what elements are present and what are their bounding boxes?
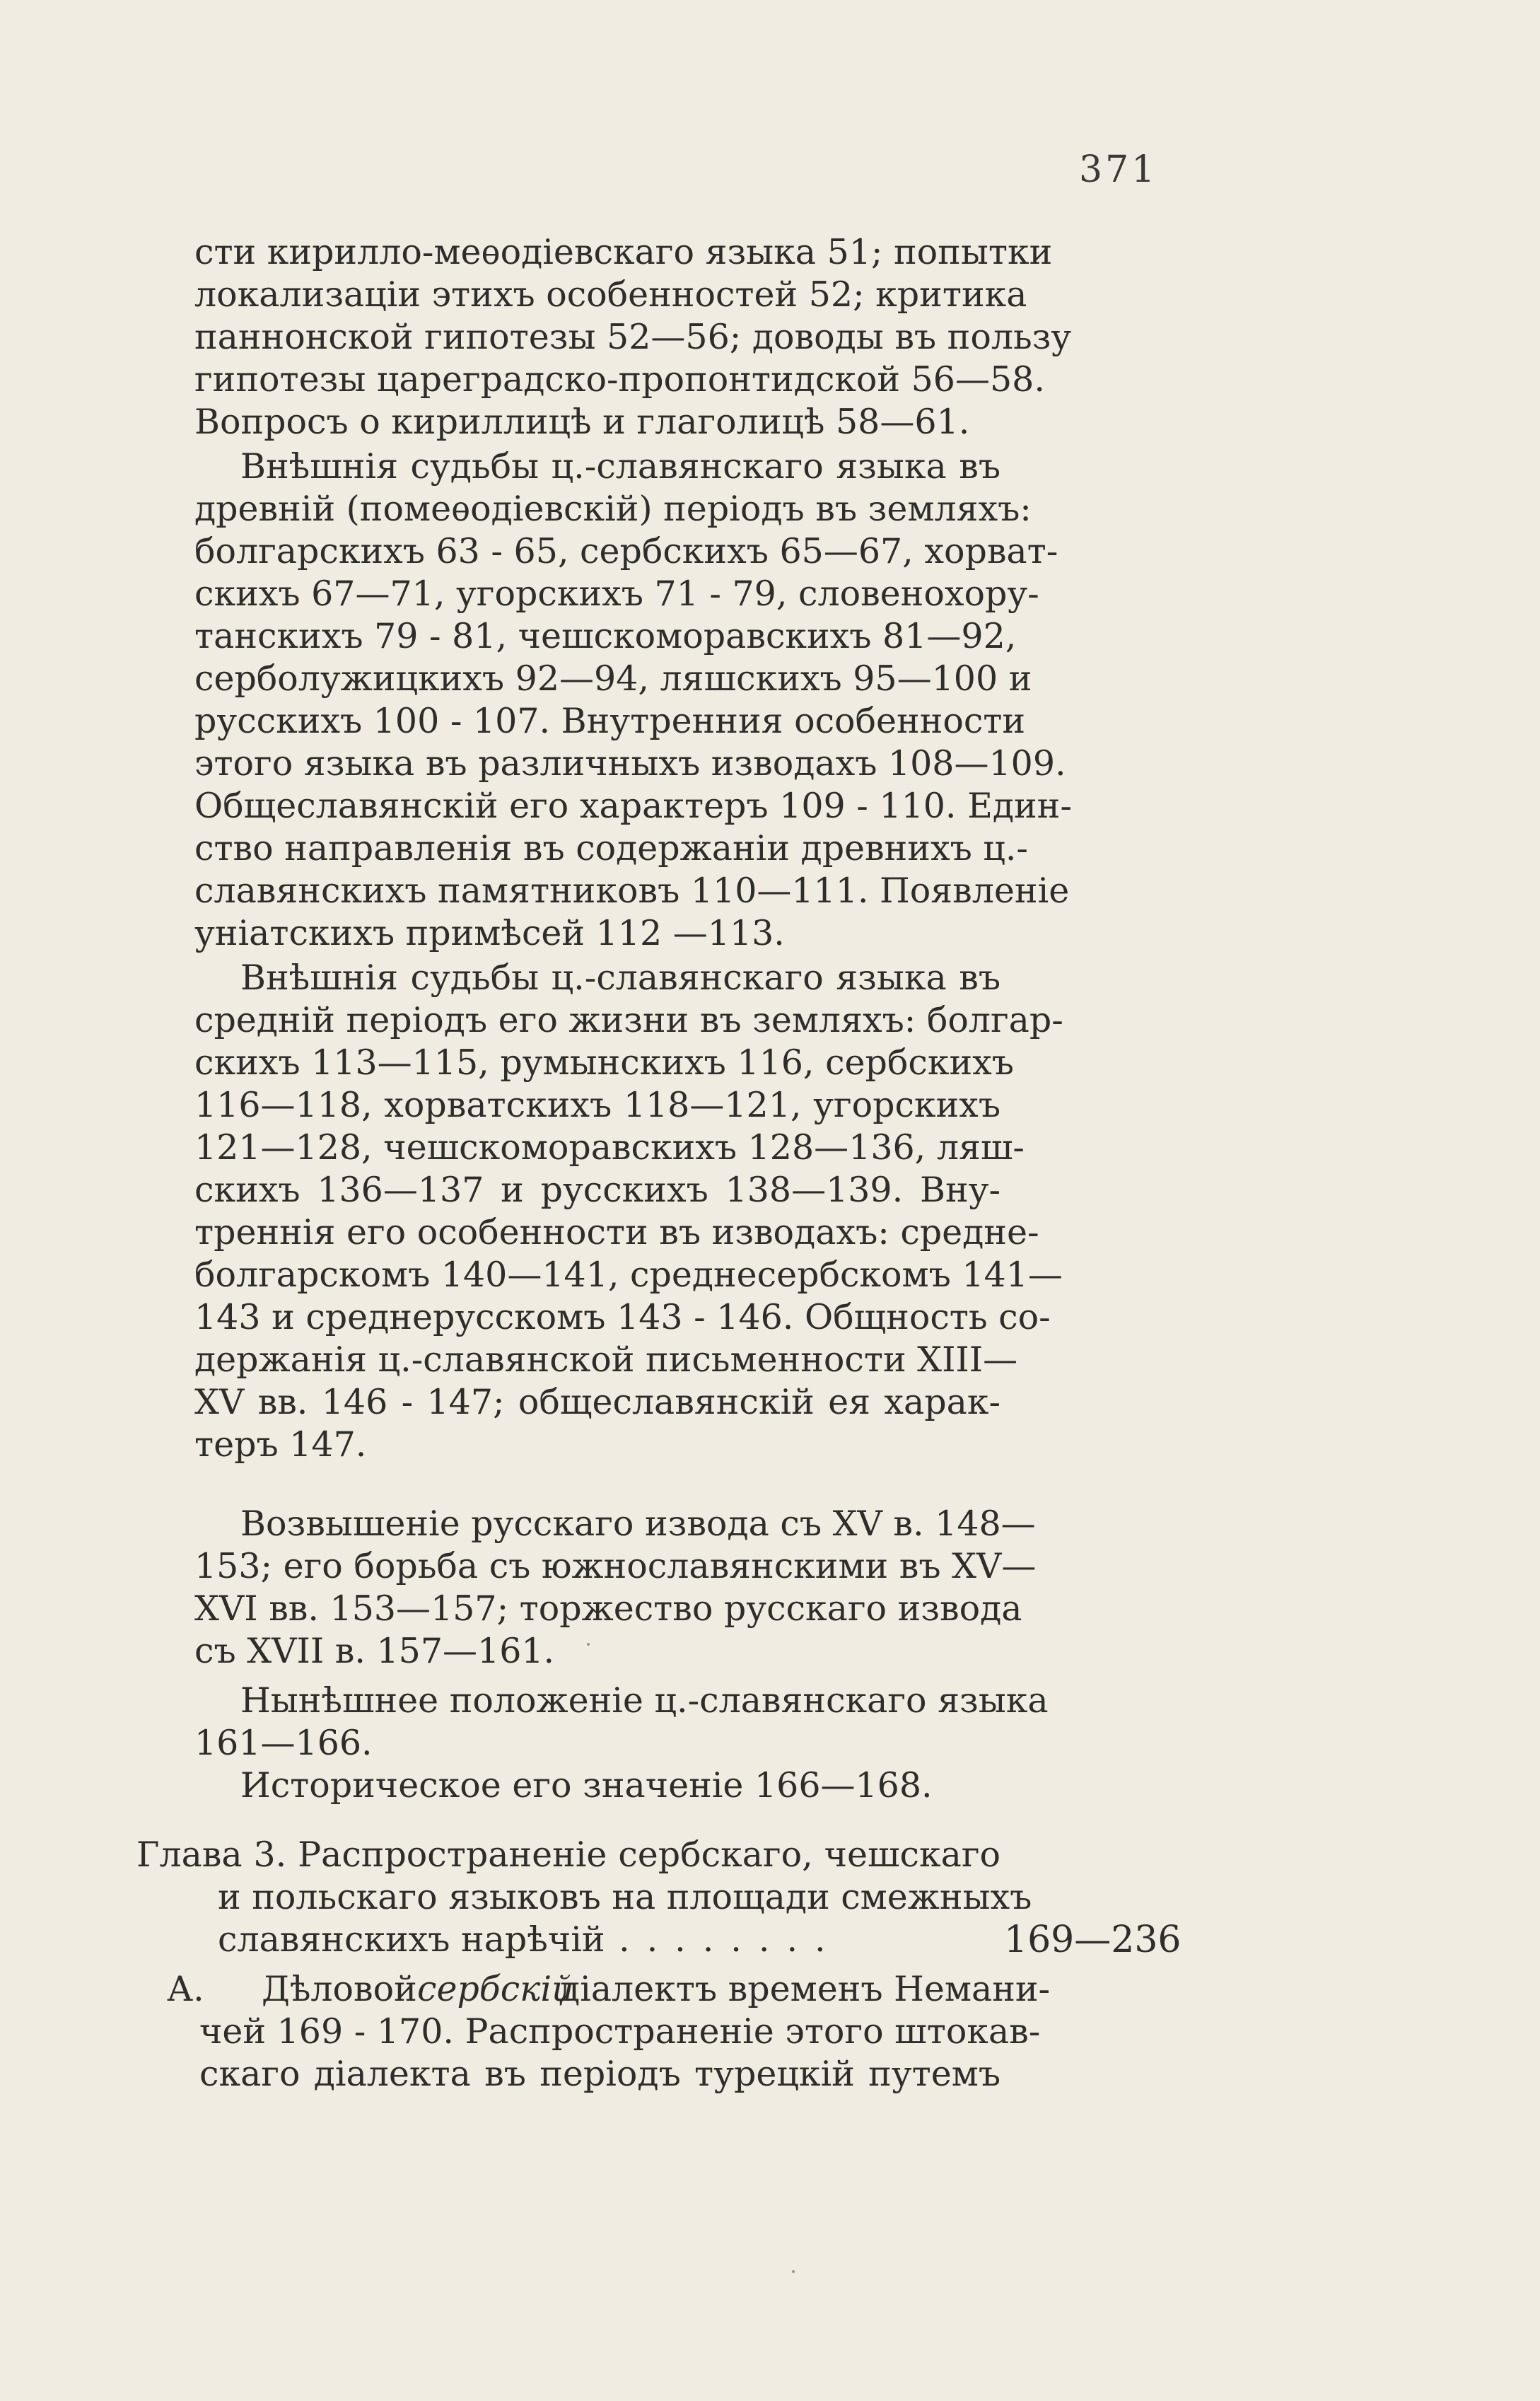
text-line-28: XV вв. 146 - 147; общеславянскій ея харак- [194, 1382, 1001, 1422]
text-line-10: танскихъ 79 - 81, чешскоморавскихъ 81—92, [194, 616, 1017, 656]
text-line-27: держанія ц.-славянской письменности XIII— [194, 1339, 1018, 1380]
text-line-2: локализаціи этихъ особенностей 52; критика [194, 274, 1027, 315]
text-line-36: Историческое его значеніе 166—168. [240, 1765, 933, 1806]
text-line-11: серболужицкихъ 92—94, ляшскихъ 95—100 и [194, 658, 1032, 699]
paper-speck [587, 1643, 590, 1646]
text-line-19: средній періодъ его жизни въ земляхъ: болгар- [194, 1000, 1063, 1040]
text-line-9: скихъ 67—71, угорскихъ 71 - 79, словенохору- [194, 574, 1039, 614]
page-number: 371 [1079, 149, 1158, 191]
text-line-24: треннія его особенности въ изводахъ: средне- [194, 1212, 1039, 1252]
section-a-line-1-rest: діалектъ временъ Немани- [559, 1969, 1051, 2009]
text-line-34: Нынѣшнее положеніе ц.-славянскаго языка [240, 1680, 1049, 1721]
text-line-33: съ XVII в. 157—161. [194, 1631, 555, 1671]
toc-leader-dots: ........ [619, 1919, 843, 1960]
text-line-29: теръ 147. [194, 1424, 367, 1465]
section-a-line-2: чей 169 - 170. Распространеніе этого штокав- [199, 2011, 1041, 2052]
section-a-italic-term: сербскій [417, 1969, 574, 2009]
text-line-5: Вопросъ о кириллицѣ и глаголицѣ 58—61. [194, 402, 970, 442]
text-line-1: сти кирилло-меѳодіевскаго языка 51; попытки [194, 232, 1053, 272]
text-line-12: русскихъ 100 - 107. Внутренния особенности [194, 701, 1026, 741]
chapter-heading-line-3: славянскихъ нарѣчій [218, 1919, 605, 1960]
paper-speck [792, 2270, 795, 2273]
text-line-14: Общеславянскій его характеръ 109 - 110. Един- [194, 786, 1072, 826]
text-line-16: славянскихъ памятниковъ 110—111. Появленіе [194, 871, 1070, 911]
text-line-7: древній (помеѳодіевскій) періодъ въ земляхъ: [194, 489, 1032, 529]
chapter-heading-line-2: и польскаго языковъ на площади смежныхъ [218, 1877, 1032, 1917]
text-line-21: 116—118, хорватскихъ 118—121, угорскихъ [194, 1085, 1001, 1125]
text-line-8: болгарскихъ 63 - 65, сербскихъ 65—67, хорват- [194, 531, 1058, 571]
text-line-17: уніатскихъ примѣсей 112 —113. [194, 913, 785, 953]
text-line-35: 161—166. [194, 1723, 373, 1763]
text-line-26: 143 и среднерусскомъ 143 - 146. Общность со- [194, 1297, 1051, 1337]
section-a-prefix: Дѣловой [262, 1969, 417, 2009]
text-line-4: гипотезы цареградско-пропонтидской 56—58. [194, 359, 1045, 400]
text-line-31: 153; его борьба съ южнославянскими въ XV— [194, 1546, 1037, 1586]
text-line-20: скихъ 113—115, румынскихъ 116, сербскихъ [194, 1042, 1014, 1083]
text-line-15: ство направленія въ содержаніи древнихъ ц.- [194, 828, 1028, 868]
text-line-18: Внѣшнія судьбы ц.-славянскаго языка въ [240, 958, 1001, 998]
text-line-13: этого языка въ различныхъ изводахъ 108—109. [194, 743, 1066, 784]
text-line-32: XVI вв. 153—157; торжество русскаго извода [194, 1588, 1022, 1629]
text-line-25: болгарскомъ 140—141, среднесербскомъ 141— [194, 1255, 1063, 1295]
text-line-6: Внѣшнія судьбы ц.-славянскаго языка въ [240, 446, 1001, 487]
text-line-23: скихъ 136—137 и русскихъ 138—139. Вну- [194, 1170, 1001, 1210]
section-a-line-3: скаго діалекта въ періодъ турецкій путемъ [199, 2054, 1001, 2094]
text-line-22: 121—128, чешскоморавскихъ 128—136, ляш- [194, 1127, 1025, 1168]
toc-page-range: 169—236 [1004, 1919, 1182, 1961]
chapter-heading-line-1: Глава 3. Распространеніе сербскаго, чешскаго [136, 1835, 1001, 1875]
section-letter: А. [167, 1969, 204, 2009]
text-line-3: паннонской гипотезы 52—56; доводы въ пользу [194, 317, 1072, 357]
text-line-30: Возвышеніе русскаго извода съ XV в. 148— [240, 1504, 1036, 1544]
